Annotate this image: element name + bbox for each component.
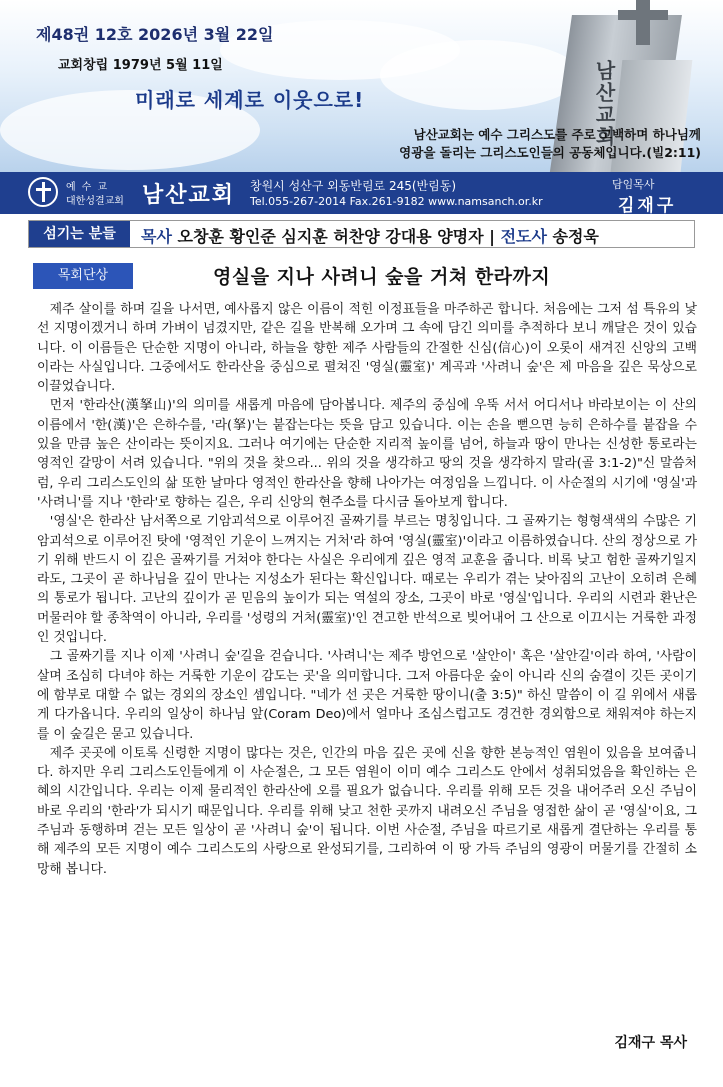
church-slogan: 미래로 세계로 이웃으로! — [135, 88, 365, 112]
header-banner — [0, 0, 723, 172]
cross-icon — [618, 10, 668, 20]
paragraph: 먼저 '한라산(漢拏山)'의 의미를 새롭게 마음에 담아봅니다. 제주의 중심에 우뚝 서서 어디서나 바라보이는 이 산의 이름에서 '한(漢)'은 은하수를, '라(拏)'는 붙잡는다는 뜻을 담고 있습니다. 이는 손을 뻗으면 능히 은하수를 붙잡을 수 있을 만큼 높은 산이라는 뜻이지요. 그러나 여기에는 단순한 지리적 높이를 넘어, 하늘과 땅이 만나는 신성한 통로라는 영적인 갈망이 서려 있습니다. "위의 것을 찾으라... 위의 것을 생각하고 땅의 것을 생각하지 말라(골 3:1-2)"신 말씀처럼, 우리 그리스도인의 삶 또한 날마다 영적인 한라산을 향해 나아가는 여정임을 느낍니다. 이 사순절의 시기에 '영실'과 '사려니'를 지나 '한라'로 향하는 길은, 우리 신앙의 현주소를 다시금 돌아보게 합니다. — [37, 398, 697, 510]
servants-names — [141, 224, 599, 247]
mission-line: 남산교회는 예수 그리스도를 주로 고백하며 하나님께 — [413, 127, 701, 142]
church-address: 창원시 성산구 외동반림로 245(반림동) — [250, 179, 457, 193]
mission-line: 영광을 돌리는 그리스도인들의 공동체입니다.(빌2:11) — [399, 145, 701, 160]
church-logo-icon — [28, 177, 58, 207]
pastor-label: 담임목사 — [612, 178, 655, 191]
mission-statement — [341, 126, 701, 162]
issue-info: 제48권 12호 2026년 3월 22일 — [36, 25, 274, 44]
pastor-name: 김재구 — [618, 196, 677, 216]
column-label: 목회단상 — [33, 263, 133, 289]
column-title: 영실을 지나 사려니 숲을 거쳐 한라까지 — [213, 266, 551, 288]
church-name: 남산교회 — [142, 183, 236, 208]
cross-icon — [636, 0, 650, 45]
paragraph: '영실'은 한라산 남서쪽으로 기암괴석으로 이루어진 골짜기를 부르는 명칭입니다. 그 골짜기는 형형색색의 수많은 기암괴석으로 이루어진 탓에 '영적인 기운이 느껴지는 거처'라 하여 '영실(靈室)'이라고 이름하였습니다. 산의 정상으로 가기 위해 반드시 이 깊은 골짜기를 거쳐야 한다는 사실은 우리에게 깊은 영적 교훈을 줍니다. 비록 낮고 험한 골짜기일지라도, 그곳이 곧 하나님을 깊이 만나는 지성소가 된다는 확신입니다. 때로는 우리가 겪는 낮아짐의 고난이 오히려 은혜의 통로가 됩니다. 고난의 깊이가 곧 믿음의 높이가 되는 역설의 장소, 그곳이 바로 '영실'입니다. 우리의 시련과 환난은 머물러야 할 종착역이 아니라, 우리를 '성령의 거처(靈室)'인 견고한 반석으로 빚어내어 그 산으로 이끄시는 거룩한 과정인 것입니다. — [37, 514, 697, 646]
paragraph: 제주 살이를 하며 길을 나서면, 예사롭지 않은 이름이 적힌 이정표들을 마주하곤 합니다. 처음에는 그저 섬 특유의 낯선 지명이겠거니 하며 가벼이 넘겼지만, 같은 길을 반복해 오가며 그 속에 담긴 의미를 추적하다 보니 깨달은 것이 있습니다. 이 이름들은 단순한 지명이 아니라, 하늘을 향한 제주 사람들의 간절한 신심(信心)이 오롯이 새겨진 신앙의 고백이라는 사실입니다. 그중에서도 한라산을 중심으로 펼쳐진 '영실(靈室)' 계곡과 '사려니 숲'은 제 마음을 깊은 묵상으로 이끌었습니다. — [37, 302, 697, 395]
servants-label: 섬기는 분들 — [29, 221, 130, 247]
pastor-names: 오창훈 황인준 심지훈 허찬양 강대용 양명자 — [177, 227, 484, 246]
evangelist-role: 전도사 — [500, 227, 547, 246]
separator: | — [489, 227, 495, 246]
denomination-line: 예수교 — [66, 182, 113, 193]
tower-lettering: 남산교회 — [592, 60, 616, 148]
evangelist-names: 송정욱 — [552, 227, 599, 246]
pastor-role: 목사 — [141, 227, 172, 246]
servants-list — [28, 220, 695, 248]
paragraph: 제주 곳곳에 이토록 신령한 지명이 많다는 것은, 인간의 마음 깊은 곳에 신을 향한 본능적인 염원이 있음을 보여줍니다. 하지만 우리 그리스도인들에게 이 사순절은, 그 모든 염원이 이미 예수 그리스도 안에서 성취되었음을 확인하는 은혜의 시간입니다. 우리는 이제 물리적인 한라산에 오를 필요가 없습니다. 우리를 위해 모든 것을 내어주러 오신 주님이 바로 우리의 '한라'가 되시기 때문입니다. 우리를 위해 낮고 천한 곳까지 내려오신 주님을 영접한 삶이 곧 '영실'이요, 그 주님과 동행하며 걷는 모든 일상이 곧 '사려니 숲'이 됩니다. 이번 사순절, 주님을 따르기로 새롭게 결단하는 우리를 통해 제주의 모든 지명이 예수 그리스도의 사랑으로 완성되기를, 그리하여 이 땅 가득 주님의 영광이 머물기를 간절히 소망해 봅니다. — [37, 745, 697, 877]
column-body — [37, 300, 697, 879]
author-signature: 김재구 목사 — [614, 1035, 687, 1051]
founded-date: 교회창립 1979년 5월 11일 — [58, 58, 223, 73]
denomination-line: 대한성결교회 — [66, 196, 124, 207]
cloud-shape — [380, 40, 580, 110]
church-info-bar — [0, 172, 723, 214]
paragraph: 그 골짜기를 지나 이제 '사려니 숲'길을 걷습니다. '사려니'는 제주 방언으로 '살안이' 혹은 '살안길'이라 하여, '사람이 살며 조심히 다녀야 하는 거룩한 기운이 감도는 곳'을 의미합니다. 그저 아름다운 숲이 아니라 신의 숨결이 깃든 곳이기에 함부로 대할 수 없는 경외의 장소인 셈입니다. "네가 선 곳은 거룩한 땅이니(출 3:5)" 하신 말씀이 이 길 위에서 새롭게 다가옵니다. 우리의 일상이 하나님 앞(Coram Deo)에서 얼마나 조심스럽고도 경건한 경외함으로 채워져야 하는지를 이 숲길은 묻고 있습니다. — [37, 649, 697, 742]
church-contact: Tel.055-267-2014 Fax.261-9182 www.namsanch.or.kr — [250, 195, 543, 208]
